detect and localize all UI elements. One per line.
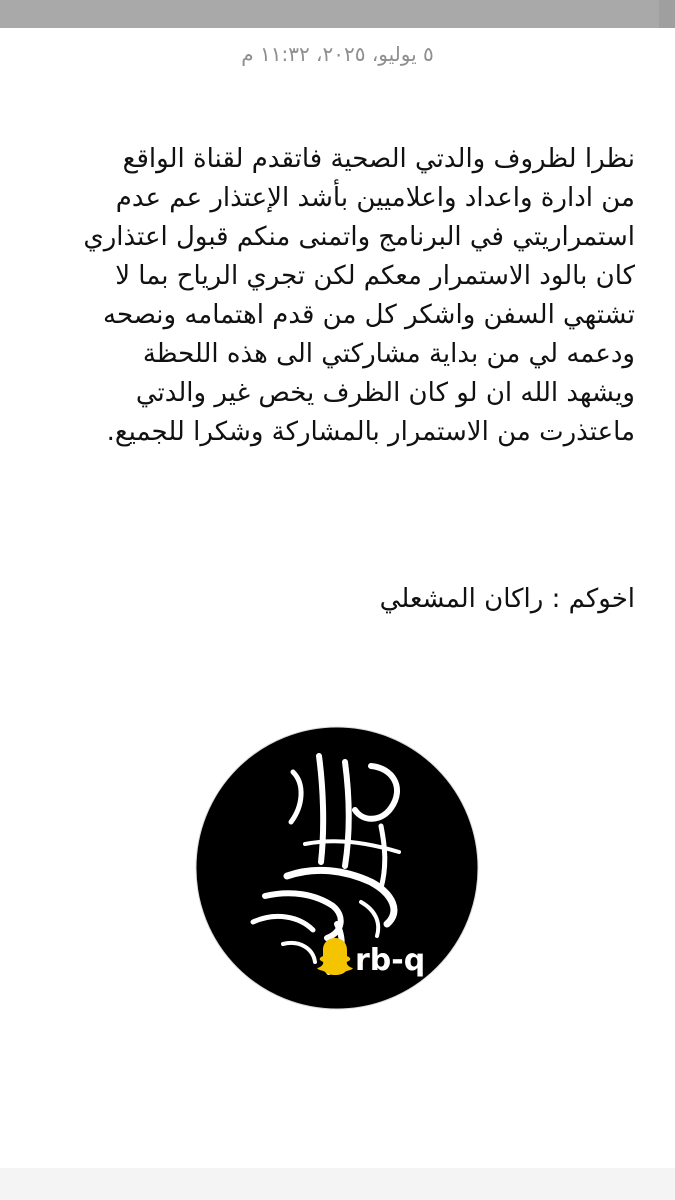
message-line: كان بالود الاستمرار معكم لكن تجري الرياح بما لا (115, 261, 635, 291)
message-line: ماعتذرت من الاستمرار بالمشاركة وشكرا للجميع. (106, 417, 635, 447)
message-line: ودعمه لي من بداية مشاركتي الى هذه اللحظة (142, 339, 635, 369)
message-line: تشتهي السفن واشكر كل من قدم اهتمامه ونصحه (103, 300, 635, 330)
message-line: ويشهد الله ان لو كان الظرف يخص غير والدتي (135, 378, 635, 408)
signature: اخوكم : راكان المشعلي (379, 584, 635, 614)
top-bar (0, 0, 675, 28)
logo-circle (195, 726, 479, 1010)
logo-handle: rb-q (355, 943, 426, 978)
logo (195, 726, 479, 1010)
top-bar-edge (659, 0, 675, 28)
message-date: ٥ يوليو، ٢٠٢٥، ١١:٣٢ م (241, 42, 434, 66)
message-line: نظرا لظروف والدتي الصحية فاتقدم لقناة الواقع (122, 144, 635, 174)
message-line: استمراريتي في البرنامج واتمنى منكم قبول اعتذاري (83, 222, 635, 252)
message-body (40, 140, 635, 452)
message-line: من ادارة واعداد واعلاميين بأشد الإعتذار عم عدم (115, 183, 635, 213)
bottom-bar (0, 1168, 675, 1200)
